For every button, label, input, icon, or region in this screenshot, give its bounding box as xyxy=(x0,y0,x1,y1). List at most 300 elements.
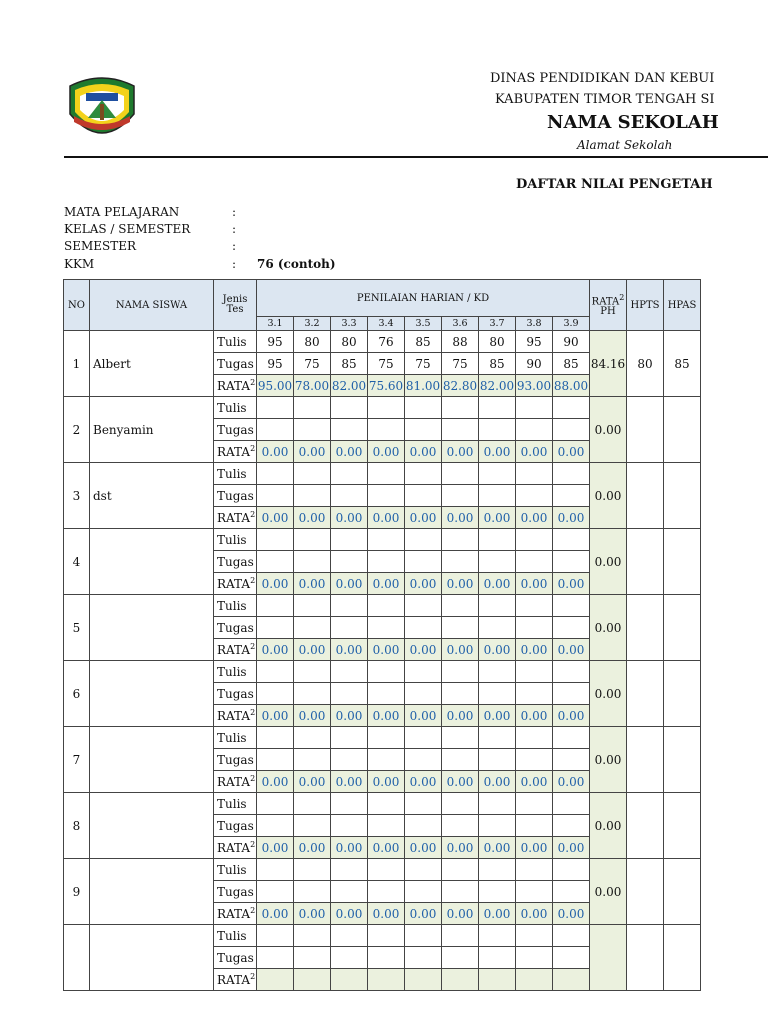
score-cell xyxy=(331,595,368,617)
score-cell xyxy=(405,881,442,903)
score-cell xyxy=(479,683,516,705)
score-cell xyxy=(257,419,294,441)
student-row-tulis xyxy=(64,529,701,551)
kd-average-cell: 0.00 xyxy=(442,705,479,727)
score-cell: 85 xyxy=(405,331,442,353)
score-cell xyxy=(479,749,516,771)
header-no: NO xyxy=(64,280,90,331)
score-cell xyxy=(368,485,405,507)
score-cell xyxy=(553,595,590,617)
score-cell xyxy=(257,397,294,419)
score-cell xyxy=(516,815,553,837)
score-cell xyxy=(368,463,405,485)
score-cell xyxy=(368,947,405,969)
score-cell xyxy=(442,529,479,551)
kd-average-cell xyxy=(516,969,553,991)
score-cell xyxy=(442,947,479,969)
rata-ph-cell: 0.00 xyxy=(590,463,627,529)
score-cell xyxy=(294,485,331,507)
score-cell: 85 xyxy=(331,353,368,375)
score-cell xyxy=(405,529,442,551)
kd-average-cell: 0.00 xyxy=(553,639,590,661)
rata-ph-cell: 0.00 xyxy=(590,595,627,661)
student-row-tulis xyxy=(64,859,701,881)
kd-average-cell: 0.00 xyxy=(405,705,442,727)
kd-average-cell: 0.00 xyxy=(553,771,590,793)
student-name xyxy=(90,595,214,661)
score-cell xyxy=(516,793,553,815)
kd-average-cell: 0.00 xyxy=(368,771,405,793)
score-cell xyxy=(442,485,479,507)
kd-average-cell: 0.00 xyxy=(479,507,516,529)
score-cell xyxy=(257,661,294,683)
test-type-label: Tulis xyxy=(214,397,257,419)
test-type-label: Tugas xyxy=(214,617,257,639)
score-cell xyxy=(368,683,405,705)
info-colon: : xyxy=(232,205,237,219)
score-cell xyxy=(405,617,442,639)
test-type-label: Tugas xyxy=(214,881,257,903)
kd-average-cell: 0.00 xyxy=(257,771,294,793)
score-cell xyxy=(294,661,331,683)
score-cell xyxy=(479,793,516,815)
score-cell xyxy=(294,925,331,947)
header-kd: 3.6 xyxy=(442,317,479,331)
kd-average-cell: 0.00 xyxy=(442,903,479,925)
score-cell xyxy=(516,947,553,969)
kd-average-cell: 0.00 xyxy=(516,573,553,595)
score-cell xyxy=(405,463,442,485)
score-cell: 75 xyxy=(294,353,331,375)
kd-average-cell: 78.00 xyxy=(294,375,331,397)
test-type-label: RATA$^2$ xyxy=(214,441,257,463)
score-cell xyxy=(331,947,368,969)
score-cell xyxy=(294,683,331,705)
kd-average-cell: 0.00 xyxy=(257,441,294,463)
school-address: Alamat Sekolah xyxy=(577,138,673,152)
hpts-cell xyxy=(627,925,664,991)
score-cell: 85 xyxy=(479,353,516,375)
score-cell xyxy=(331,617,368,639)
student-no: 9 xyxy=(64,859,90,925)
info-value: 76 (contoh) xyxy=(257,257,336,271)
score-cell xyxy=(442,661,479,683)
score-cell xyxy=(479,947,516,969)
kd-average-cell: 0.00 xyxy=(331,573,368,595)
test-type-label: Tugas xyxy=(214,551,257,573)
kd-average-cell: 0.00 xyxy=(331,903,368,925)
score-cell xyxy=(442,815,479,837)
score-cell xyxy=(442,463,479,485)
hpts-cell: 80 xyxy=(627,331,664,397)
score-cell xyxy=(368,793,405,815)
score-cell xyxy=(442,881,479,903)
score-cell xyxy=(405,925,442,947)
kd-average-cell: 0.00 xyxy=(479,837,516,859)
kd-average-cell: 0.00 xyxy=(294,441,331,463)
student-no: 1 xyxy=(64,331,90,397)
info-colon: : xyxy=(232,257,237,271)
score-cell xyxy=(257,859,294,881)
score-cell xyxy=(368,859,405,881)
score-cell xyxy=(479,815,516,837)
rata-ph-cell: 0.00 xyxy=(590,529,627,595)
hpas-cell xyxy=(664,397,701,463)
score-cell xyxy=(257,595,294,617)
score-cell xyxy=(405,749,442,771)
info-row-kkm xyxy=(64,257,336,271)
header-kd: 3.8 xyxy=(516,317,553,331)
kd-average-cell: 88.00 xyxy=(553,375,590,397)
hpas-cell xyxy=(664,661,701,727)
score-cell xyxy=(331,463,368,485)
score-cell: 75 xyxy=(442,353,479,375)
score-cell xyxy=(257,683,294,705)
test-type-label: RATA$^2$ xyxy=(214,705,257,727)
kd-average-cell: 0.00 xyxy=(294,507,331,529)
score-cell xyxy=(331,485,368,507)
hpts-cell xyxy=(627,397,664,463)
score-cell xyxy=(479,859,516,881)
student-name: Albert xyxy=(90,331,214,397)
student-no xyxy=(64,925,90,991)
student-no: 2 xyxy=(64,397,90,463)
kd-average-cell: 0.00 xyxy=(479,903,516,925)
kd-average-cell: 0.00 xyxy=(405,639,442,661)
info-colon: : xyxy=(232,222,237,236)
score-cell xyxy=(516,595,553,617)
rata-ph-cell: 0.00 xyxy=(590,859,627,925)
test-type-label: Tugas xyxy=(214,815,257,837)
score-cell xyxy=(257,617,294,639)
kd-average-cell: 0.00 xyxy=(331,705,368,727)
kd-average-cell: 0.00 xyxy=(331,507,368,529)
student-row-tulis xyxy=(64,397,701,419)
score-cell xyxy=(257,463,294,485)
score-cell xyxy=(368,881,405,903)
score-cell xyxy=(553,947,590,969)
kd-average-cell: 0.00 xyxy=(368,507,405,529)
hpas-cell xyxy=(664,595,701,661)
kd-average-cell: 0.00 xyxy=(368,441,405,463)
kd-average-cell: 0.00 xyxy=(516,705,553,727)
score-cell xyxy=(553,617,590,639)
header-kd: 3.7 xyxy=(479,317,516,331)
score-cell: 75 xyxy=(368,353,405,375)
info-row-semester xyxy=(64,239,237,253)
score-cell xyxy=(479,595,516,617)
score-cell xyxy=(294,793,331,815)
kd-average-cell: 0.00 xyxy=(368,837,405,859)
kd-average-cell: 82.80 xyxy=(442,375,479,397)
score-cell xyxy=(257,793,294,815)
score-cell xyxy=(331,925,368,947)
score-cell xyxy=(479,463,516,485)
info-label: KKM xyxy=(64,257,95,271)
kd-average-cell: 0.00 xyxy=(479,639,516,661)
score-cell: 95 xyxy=(516,331,553,353)
score-cell xyxy=(516,727,553,749)
kd-average-cell: 0.00 xyxy=(553,441,590,463)
score-cell xyxy=(516,661,553,683)
score-cell xyxy=(294,947,331,969)
kd-average-cell: 0.00 xyxy=(294,837,331,859)
score-cell: 85 xyxy=(553,353,590,375)
test-type-label: Tugas xyxy=(214,683,257,705)
score-cell xyxy=(294,881,331,903)
kd-average-cell: 0.00 xyxy=(257,705,294,727)
score-cell xyxy=(257,485,294,507)
kd-average-cell: 0.00 xyxy=(516,639,553,661)
score-cell xyxy=(553,793,590,815)
kd-average-cell xyxy=(331,969,368,991)
score-cell xyxy=(442,749,479,771)
kd-average-cell: 82.00 xyxy=(331,375,368,397)
score-cell xyxy=(516,397,553,419)
score-cell xyxy=(405,727,442,749)
score-cell xyxy=(553,749,590,771)
student-row-tulis xyxy=(64,463,701,485)
kd-average-cell: 0.00 xyxy=(331,837,368,859)
score-cell xyxy=(405,947,442,969)
student-no: 8 xyxy=(64,793,90,859)
score-cell: 95 xyxy=(257,331,294,353)
kd-average-cell: 0.00 xyxy=(553,903,590,925)
score-cell xyxy=(553,925,590,947)
kd-average-cell: 0.00 xyxy=(405,573,442,595)
score-cell xyxy=(294,529,331,551)
grade-table xyxy=(63,279,701,991)
student-row-tulis xyxy=(64,661,701,683)
hpts-cell xyxy=(627,661,664,727)
score-cell xyxy=(294,463,331,485)
student-no: 5 xyxy=(64,595,90,661)
score-cell xyxy=(294,419,331,441)
rata-ph-cell: 0.00 xyxy=(590,727,627,793)
score-cell xyxy=(368,397,405,419)
score-cell xyxy=(553,485,590,507)
kd-average-cell: 0.00 xyxy=(368,573,405,595)
student-row-tulis xyxy=(64,331,701,353)
regency-name: KABUPATEN TIMOR TENGAH SI xyxy=(495,92,715,107)
score-cell xyxy=(405,815,442,837)
test-type-label: RATA$^2$ xyxy=(214,507,257,529)
score-cell xyxy=(294,397,331,419)
score-cell xyxy=(331,859,368,881)
score-cell xyxy=(294,859,331,881)
header-jenis-tes: Jenis Tes xyxy=(214,280,257,331)
test-type-label: RATA$^2$ xyxy=(214,375,257,397)
kd-average-cell: 0.00 xyxy=(368,705,405,727)
test-type-label: Tulis xyxy=(214,925,257,947)
header-rata-ph: RATA$^2$ PH xyxy=(590,280,627,331)
score-cell xyxy=(331,683,368,705)
student-name: dst xyxy=(90,463,214,529)
hpas-cell xyxy=(664,727,701,793)
score-cell xyxy=(553,881,590,903)
score-cell xyxy=(368,419,405,441)
student-name xyxy=(90,661,214,727)
student-row-tulis xyxy=(64,925,701,947)
score-cell xyxy=(331,881,368,903)
score-cell xyxy=(331,419,368,441)
kd-average-cell: 0.00 xyxy=(442,441,479,463)
header-kd: 3.1 xyxy=(257,317,294,331)
score-cell xyxy=(442,617,479,639)
regency-emblem-logo xyxy=(64,74,140,146)
score-cell xyxy=(553,463,590,485)
score-cell xyxy=(553,529,590,551)
score-cell xyxy=(553,661,590,683)
kd-average-cell xyxy=(257,969,294,991)
info-label: MATA PELAJARAN xyxy=(64,205,180,219)
score-cell: 76 xyxy=(368,331,405,353)
score-cell xyxy=(553,859,590,881)
kd-average-cell: 0.00 xyxy=(516,441,553,463)
student-no: 3 xyxy=(64,463,90,529)
score-cell: 80 xyxy=(479,331,516,353)
kd-average-cell: 0.00 xyxy=(553,573,590,595)
score-cell xyxy=(368,749,405,771)
score-cell xyxy=(257,947,294,969)
header-kd: 3.3 xyxy=(331,317,368,331)
score-cell xyxy=(368,815,405,837)
score-cell xyxy=(405,485,442,507)
kd-average-cell xyxy=(294,969,331,991)
score-cell: 75 xyxy=(405,353,442,375)
score-cell xyxy=(479,397,516,419)
score-cell xyxy=(331,793,368,815)
score-cell xyxy=(331,727,368,749)
info-label: KELAS / SEMESTER xyxy=(64,222,191,236)
score-cell xyxy=(331,529,368,551)
student-no: 4 xyxy=(64,529,90,595)
kd-average-cell: 0.00 xyxy=(405,771,442,793)
test-type-label: Tulis xyxy=(214,529,257,551)
hpas-cell xyxy=(664,793,701,859)
kd-average-cell xyxy=(553,969,590,991)
score-cell xyxy=(368,727,405,749)
score-cell xyxy=(516,551,553,573)
hpts-cell xyxy=(627,595,664,661)
hpas-cell xyxy=(664,529,701,595)
score-cell xyxy=(257,529,294,551)
kd-average-cell: 0.00 xyxy=(479,705,516,727)
score-cell xyxy=(294,551,331,573)
kd-average-cell: 0.00 xyxy=(294,639,331,661)
test-type-label: Tugas xyxy=(214,947,257,969)
rata-ph-cell: 84.16 xyxy=(590,331,627,397)
rata-ph-cell xyxy=(590,925,627,991)
score-cell xyxy=(331,749,368,771)
score-cell xyxy=(368,595,405,617)
kd-average-cell: 0.00 xyxy=(368,639,405,661)
score-cell xyxy=(479,529,516,551)
header-kd: 3.5 xyxy=(405,317,442,331)
score-cell xyxy=(405,859,442,881)
score-cell xyxy=(294,595,331,617)
header-kd: 3.2 xyxy=(294,317,331,331)
kd-average-cell: 82.00 xyxy=(479,375,516,397)
kd-average-cell: 95.00 xyxy=(257,375,294,397)
score-cell xyxy=(479,661,516,683)
kd-average-cell: 0.00 xyxy=(553,705,590,727)
score-cell xyxy=(368,617,405,639)
score-cell xyxy=(294,617,331,639)
hpts-cell xyxy=(627,859,664,925)
score-cell xyxy=(516,683,553,705)
score-cell xyxy=(257,815,294,837)
score-cell xyxy=(479,485,516,507)
score-cell xyxy=(331,551,368,573)
score-cell xyxy=(405,595,442,617)
score-cell xyxy=(294,749,331,771)
student-row-tulis xyxy=(64,793,701,815)
header-hpas: HPAS xyxy=(664,280,701,331)
score-cell xyxy=(479,881,516,903)
test-type-label: Tugas xyxy=(214,353,257,375)
score-cell xyxy=(479,727,516,749)
score-cell xyxy=(257,551,294,573)
score-cell xyxy=(553,419,590,441)
score-cell xyxy=(405,419,442,441)
kd-average-cell: 0.00 xyxy=(553,507,590,529)
kd-average-cell: 0.00 xyxy=(331,771,368,793)
student-name xyxy=(90,793,214,859)
score-cell xyxy=(479,551,516,573)
test-type-label: Tulis xyxy=(214,859,257,881)
hpas-cell xyxy=(664,463,701,529)
score-cell xyxy=(479,419,516,441)
kd-average-cell: 0.00 xyxy=(479,441,516,463)
rata-ph-cell: 0.00 xyxy=(590,793,627,859)
test-type-label: RATA$^2$ xyxy=(214,969,257,991)
test-type-label: RATA$^2$ xyxy=(214,573,257,595)
kd-average-cell: 0.00 xyxy=(516,837,553,859)
score-cell xyxy=(442,727,479,749)
info-label: SEMESTER xyxy=(64,239,137,253)
score-cell xyxy=(294,815,331,837)
test-type-label: Tulis xyxy=(214,463,257,485)
kd-average-cell xyxy=(368,969,405,991)
info-row-class xyxy=(64,222,237,236)
score-cell xyxy=(331,661,368,683)
document-title: DAFTAR NILAI PENGETAH xyxy=(516,177,713,192)
score-cell xyxy=(368,925,405,947)
score-cell: 88 xyxy=(442,331,479,353)
score-cell xyxy=(257,749,294,771)
info-colon: : xyxy=(232,239,237,253)
score-cell xyxy=(368,551,405,573)
score-cell xyxy=(553,551,590,573)
kd-average-cell: 0.00 xyxy=(553,837,590,859)
header-divider xyxy=(64,156,768,158)
test-type-label: RATA$^2$ xyxy=(214,837,257,859)
student-no: 6 xyxy=(64,661,90,727)
header-nama-siswa: NAMA SISWA xyxy=(90,280,214,331)
hpas-cell: 85 xyxy=(664,331,701,397)
score-cell xyxy=(368,529,405,551)
kd-average-cell: 0.00 xyxy=(442,837,479,859)
header-kd: 3.9 xyxy=(553,317,590,331)
kd-average-cell: 0.00 xyxy=(257,639,294,661)
kd-average-cell: 0.00 xyxy=(257,507,294,529)
kd-average-cell: 0.00 xyxy=(405,441,442,463)
kd-average-cell: 0.00 xyxy=(257,837,294,859)
header-kd: 3.4 xyxy=(368,317,405,331)
test-type-label: Tulis xyxy=(214,331,257,353)
score-cell xyxy=(553,727,590,749)
